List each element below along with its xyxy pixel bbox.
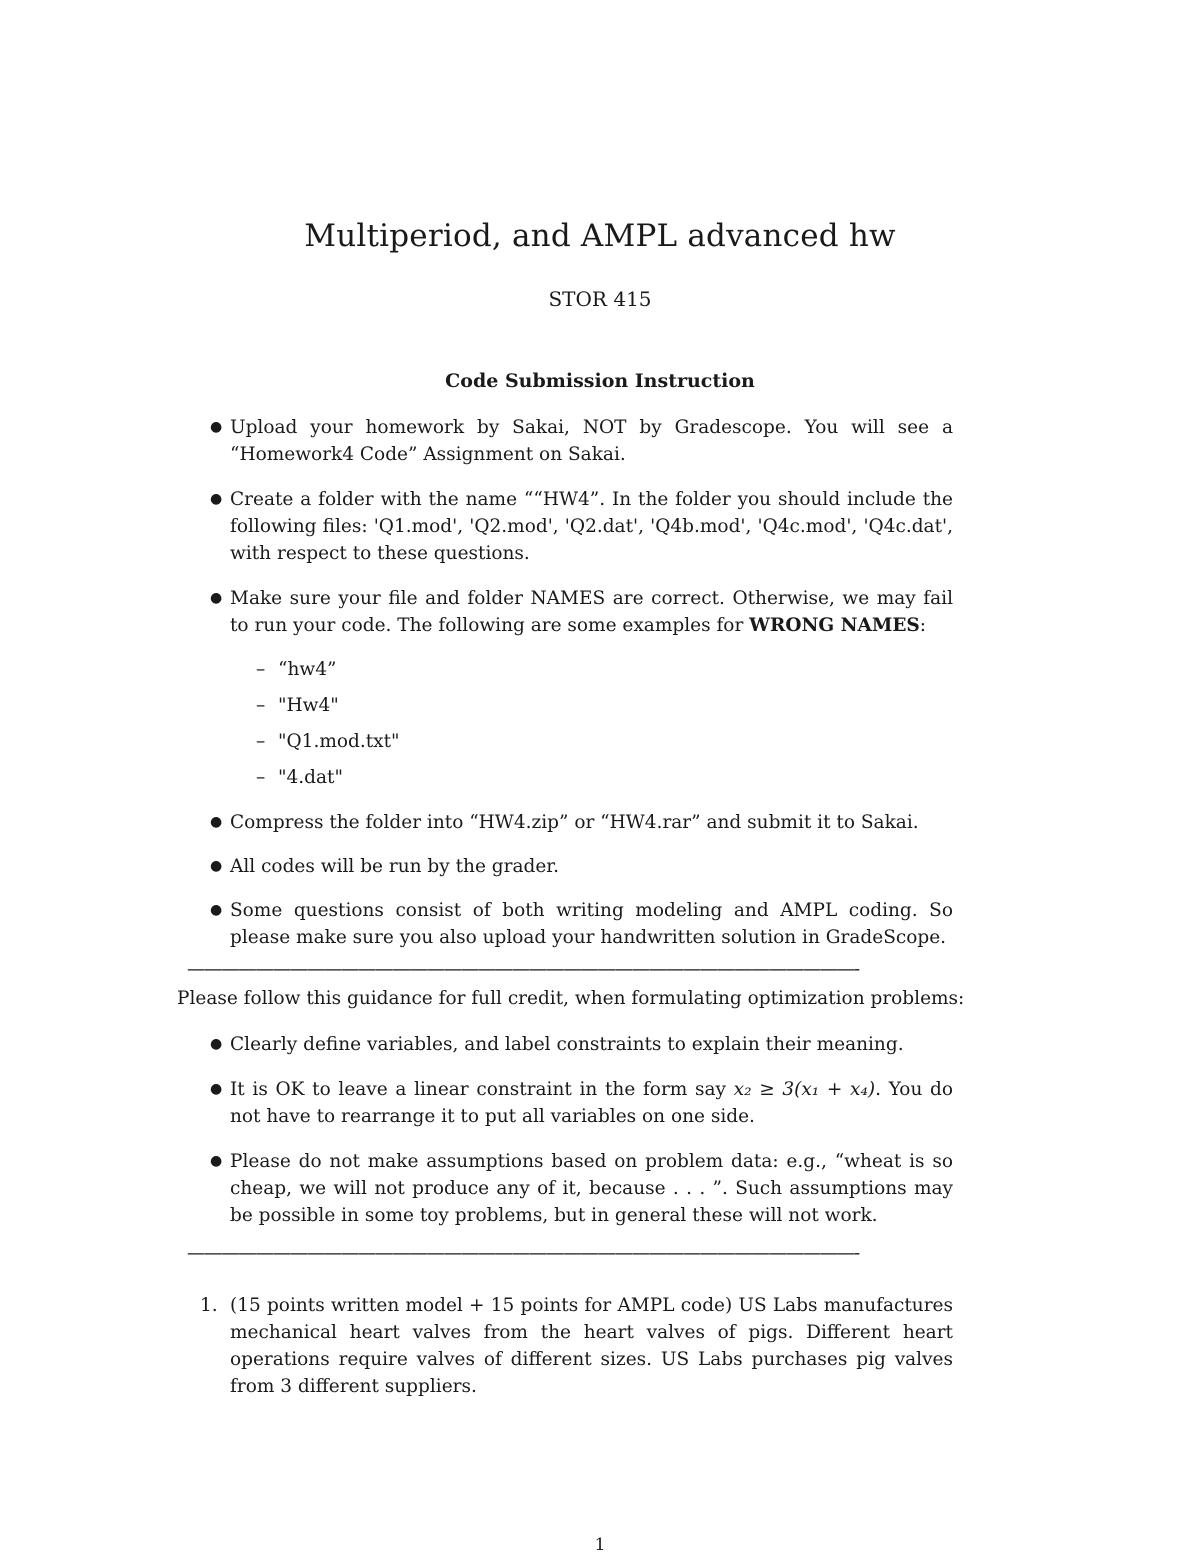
list-item xyxy=(208,585,953,791)
section-heading: Code Submission Instruction xyxy=(445,370,755,392)
list-item xyxy=(256,692,953,719)
list-item xyxy=(208,853,953,880)
dash-icon: – xyxy=(256,731,266,752)
problem-1 xyxy=(200,1292,953,1400)
course-name: STOR 415 xyxy=(548,287,652,311)
guidance-text: . You do not have to rearrange it to put all variables on one side. xyxy=(230,1079,954,1127)
list-item xyxy=(256,656,953,683)
instruction-text: : xyxy=(919,615,927,636)
separator-line: ———————————————————————————————————————- xyxy=(187,959,859,980)
bullet-icon: ● xyxy=(210,491,223,507)
math-expression: x₂ ≥ 3(x₁ + x₄) xyxy=(733,1079,876,1100)
list-item xyxy=(208,1031,953,1058)
bullet-icon: ● xyxy=(210,419,223,435)
bullet-icon: ● xyxy=(210,1036,223,1052)
instruction-text: Make sure your file and folder NAMES are correct. Otherwise, we may fail to run your code. The following are some examples for xyxy=(230,588,953,636)
problem-number: 1. xyxy=(200,1295,218,1316)
list-item xyxy=(208,414,953,468)
list-item xyxy=(208,809,953,836)
wrong-name: "Q1.mod.txt" xyxy=(278,731,400,752)
instruction-text: Create a folder with the name ““HW4”. In the folder you should include the following files: 'Q1.mod', 'Q2.mod', 'Q2.dat', 'Q4b.mod', 'Q4c.mod', 'Q4c.dat', with respect to these questions. xyxy=(230,489,953,564)
instruction-text: Some questions consist of both writing modeling and AMPL coding. So please make sure you also upload your handwritten solution in GradeScope. xyxy=(230,900,953,948)
bullet-icon: ● xyxy=(210,1081,223,1097)
guidance-text: Clearly define variables, and label constraints to explain their meaning. xyxy=(230,1034,904,1055)
list-item xyxy=(256,764,953,791)
wrong-names-emphasis: WRONG NAMES xyxy=(749,615,920,636)
instruction-text: Compress the folder into “HW4.zip” or “HW4.rar” and submit it to Sakai. xyxy=(230,812,919,833)
bullet-icon: ● xyxy=(210,590,223,606)
problem-text: (15 points written model + 15 points for AMPL code) US Labs manufactures mechanical heart valves from the heart valves of pigs. Different heart operations require valves of different sizes. US Labs purchases pig valves from 3 different suppliers. xyxy=(230,1295,953,1397)
bullet-icon: ● xyxy=(210,1153,223,1169)
wrong-name: "4.dat" xyxy=(278,767,343,788)
guidance-text: Please do not make assumptions based on problem data: e.g., “wheat is so cheap, we will not produce any of it, because . . . ”. Such assumptions may be possible in some toy problems, but in general these will not work. xyxy=(230,1151,953,1226)
bullet-icon: ● xyxy=(210,814,223,830)
list-item xyxy=(256,728,953,755)
dash-icon: – xyxy=(256,767,266,788)
dash-icon: – xyxy=(256,695,266,716)
list-item xyxy=(208,1076,953,1130)
wrong-name: “hw4” xyxy=(278,659,337,680)
list-item xyxy=(208,1148,953,1229)
wrong-name: "Hw4" xyxy=(278,695,339,716)
bullet-icon: ● xyxy=(210,858,223,874)
instruction-text: Upload your homework by Sakai, NOT by Gradescope. You will see a “Homework4 Code” Assignment on Sakai. xyxy=(230,417,953,465)
separator-line: ———————————————————————————————————————- xyxy=(187,1243,859,1264)
instruction-text: All codes will be run by the grader. xyxy=(230,856,559,877)
page-title: Multiperiod, and AMPL advanced hw xyxy=(304,218,896,254)
wrong-names-list xyxy=(230,656,953,791)
instruction-list xyxy=(208,414,953,951)
bullet-icon: ● xyxy=(210,902,223,918)
dash-icon: – xyxy=(256,659,266,680)
list-item xyxy=(208,897,953,951)
page-number: 1 xyxy=(594,1535,606,1555)
guidance-intro: Please follow this guidance for full credit, when formulating optimization problems: xyxy=(177,988,965,1009)
guidance-list xyxy=(208,1031,953,1229)
list-item xyxy=(208,486,953,567)
guidance-text: It is OK to leave a linear constraint in the form say xyxy=(230,1079,734,1100)
